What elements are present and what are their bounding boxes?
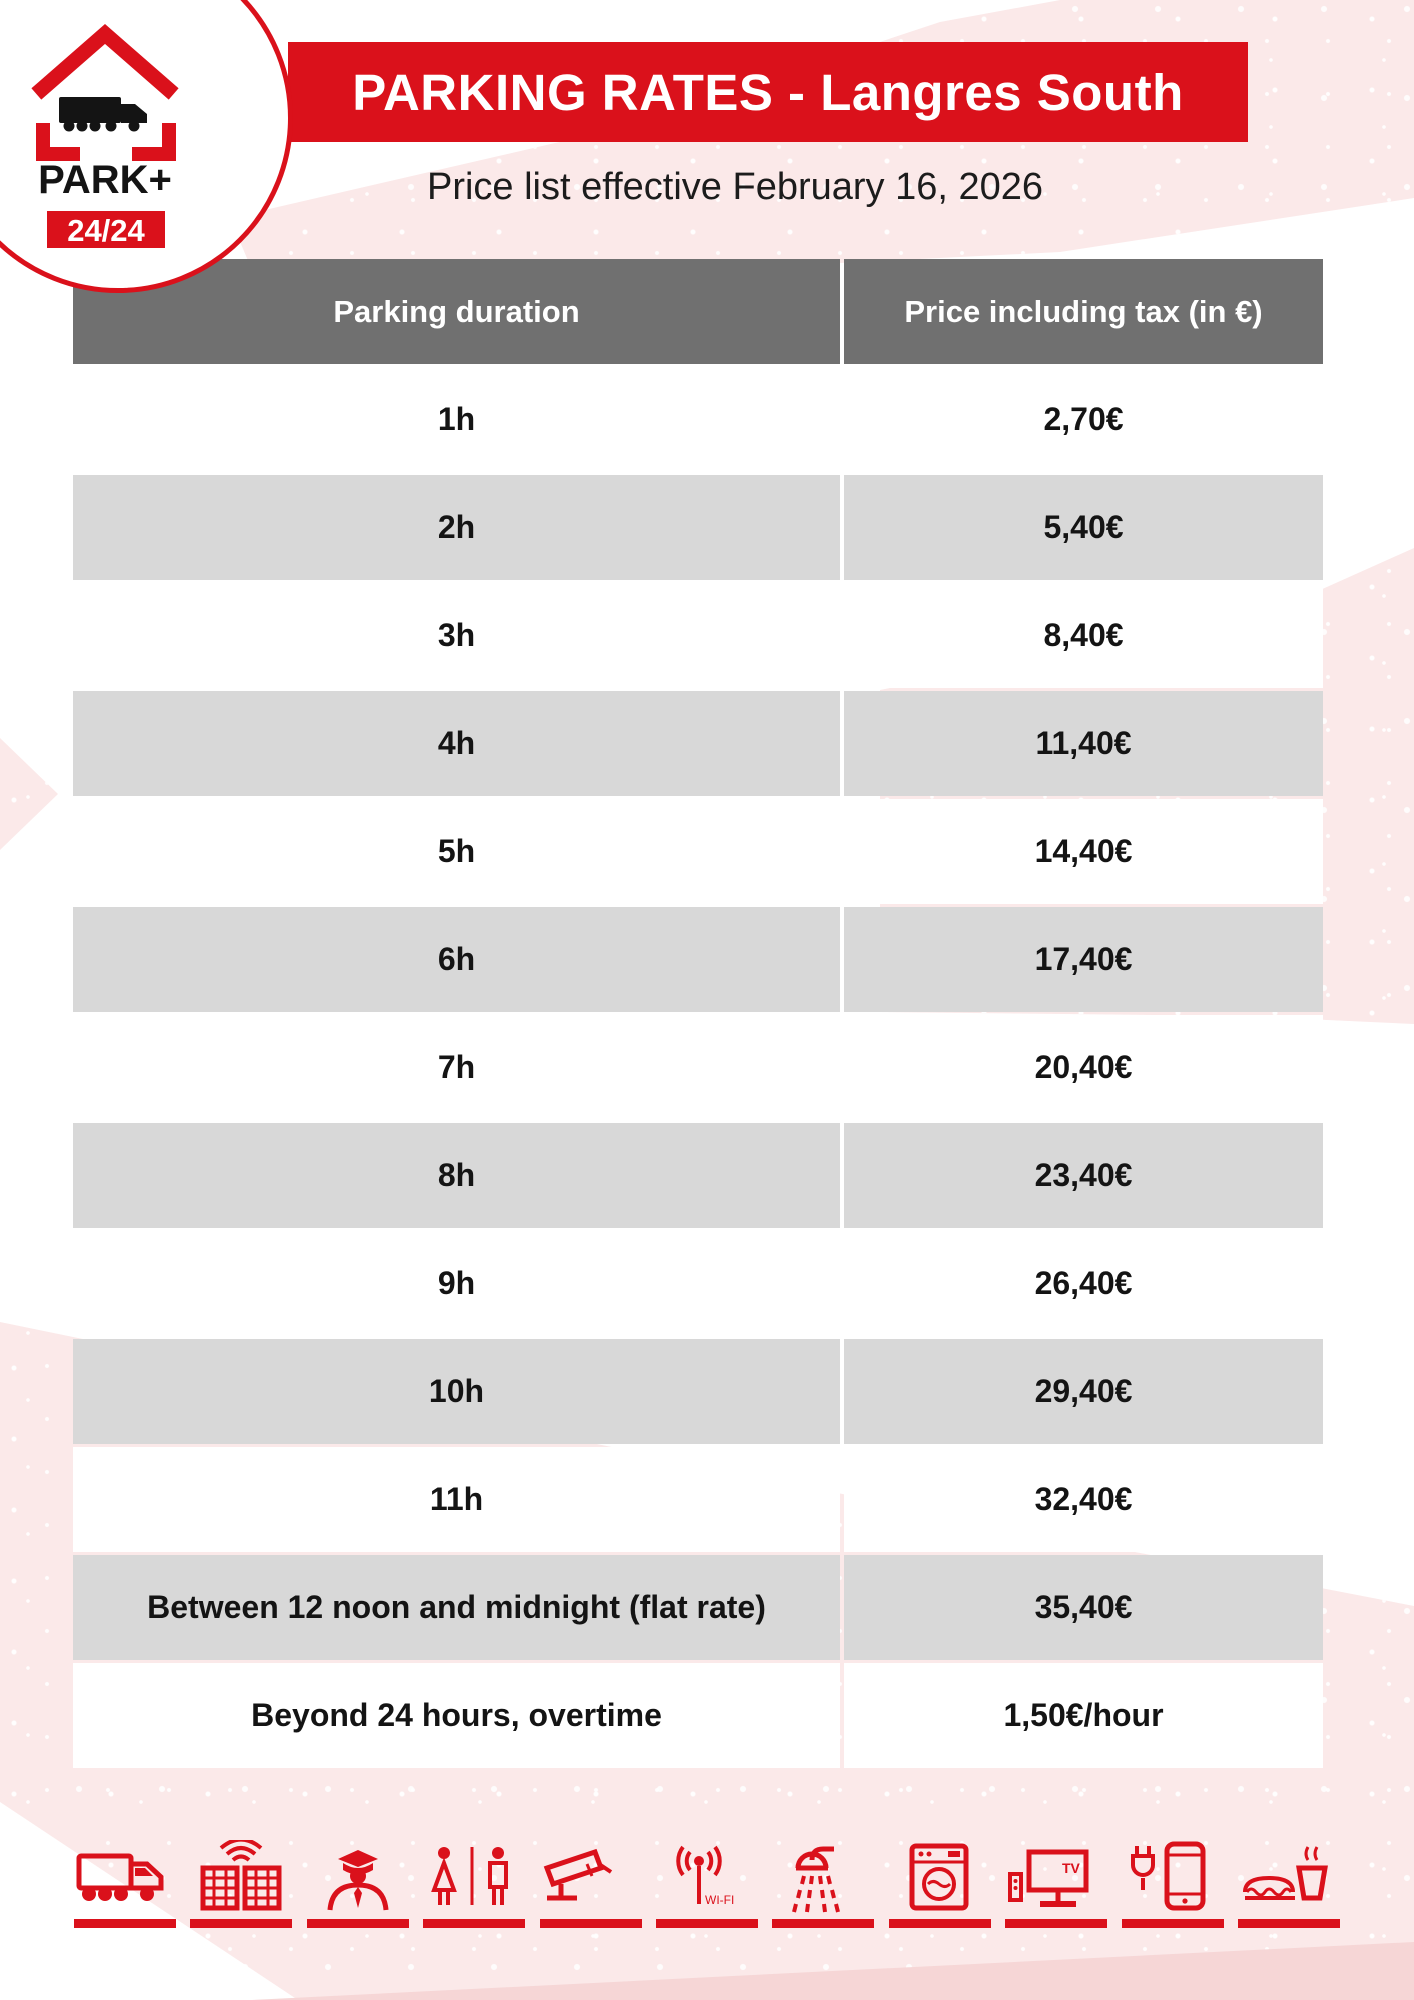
automatic-gate-icon [188,1840,294,1928]
truck-shelter-icon [0,0,288,288]
snacks-icon [1236,1840,1342,1928]
price-cell: 23,40€ [844,1123,1323,1228]
tv-lounge-icon [1003,1840,1109,1928]
icon-underline [423,1919,525,1928]
duration-cell: 9h [73,1231,840,1336]
table-row [73,1015,1323,1120]
duration-cell: 2h [73,475,840,580]
table-row [73,583,1323,688]
duration-cell: 1h [73,367,840,472]
duration-cell: 4h [73,691,840,796]
price-cell: 2,70€ [844,367,1323,472]
icon-underline [656,1919,758,1928]
park-plus-logo [0,0,293,293]
icon-underline [889,1919,991,1928]
restrooms-icon [421,1840,527,1928]
price-cell: 5,40€ [844,475,1323,580]
security-guard-icon [305,1840,411,1928]
table-row [73,1447,1323,1552]
duration-cell: 5h [73,799,840,904]
phone-charging-icon [1120,1840,1226,1928]
price-cell: 14,40€ [844,799,1323,904]
duration-cell: 11h [73,1447,840,1552]
table-row [73,1555,1323,1660]
price-cell: 1,50€/hour [844,1663,1323,1768]
svg-text:PARK+: PARK+ [38,158,172,202]
table-row [73,475,1323,580]
icon-underline [307,1919,409,1928]
duration-cell: 7h [73,1015,840,1120]
table-row [73,1231,1323,1336]
price-cell: 20,40€ [844,1015,1323,1120]
cctv-camera-icon [538,1840,644,1928]
price-cell: 32,40€ [844,1447,1323,1552]
table-row [73,799,1323,904]
duration-cell: 8h [73,1123,840,1228]
price-cell: 8,40€ [844,583,1323,688]
price-cell: 29,40€ [844,1339,1323,1444]
price-cell: 35,40€ [844,1555,1323,1660]
laundry-icon [887,1840,993,1928]
duration-cell: Beyond 24 hours, overtime [73,1663,840,1768]
truck-icon [72,1840,178,1928]
icon-underline [1005,1919,1107,1928]
duration-cell: 10h [73,1339,840,1444]
svg-text:24/24: 24/24 [67,213,145,248]
price-cell: 17,40€ [844,907,1323,1012]
column-header-price: Price including tax (in €) [844,259,1323,364]
wifi-icon [654,1840,760,1928]
duration-cell: Between 12 noon and midnight (flat rate) [73,1555,840,1660]
table-row [73,691,1323,796]
rate-table [73,259,1323,1771]
title-banner [288,42,1248,142]
icon-underline [540,1919,642,1928]
table-row [73,1123,1323,1228]
svg-text:TV: TV [1062,1860,1081,1876]
price-cell: 11,40€ [844,691,1323,796]
price-cell: 26,40€ [844,1231,1323,1336]
icon-underline [190,1919,292,1928]
icon-underline [1238,1919,1340,1928]
shower-icon [770,1840,876,1928]
page-title: PARKING RATES - Langres South [352,63,1184,121]
svg-text:WI-FI: WI-FI [704,1893,735,1907]
duration-cell: 6h [73,907,840,1012]
effective-date-subtitle: Price list effective February 16, 2026 [426,166,1044,208]
column-header-duration: Parking duration [73,259,840,364]
duration-cell: 3h [73,583,840,688]
icon-underline [772,1919,874,1928]
icon-underline [1122,1919,1224,1928]
table-row [73,367,1323,472]
table-row [73,1663,1323,1768]
table-row [73,907,1323,1012]
amenities-strip [72,1840,1342,1928]
table-row [73,1339,1323,1444]
icon-underline [74,1919,176,1928]
